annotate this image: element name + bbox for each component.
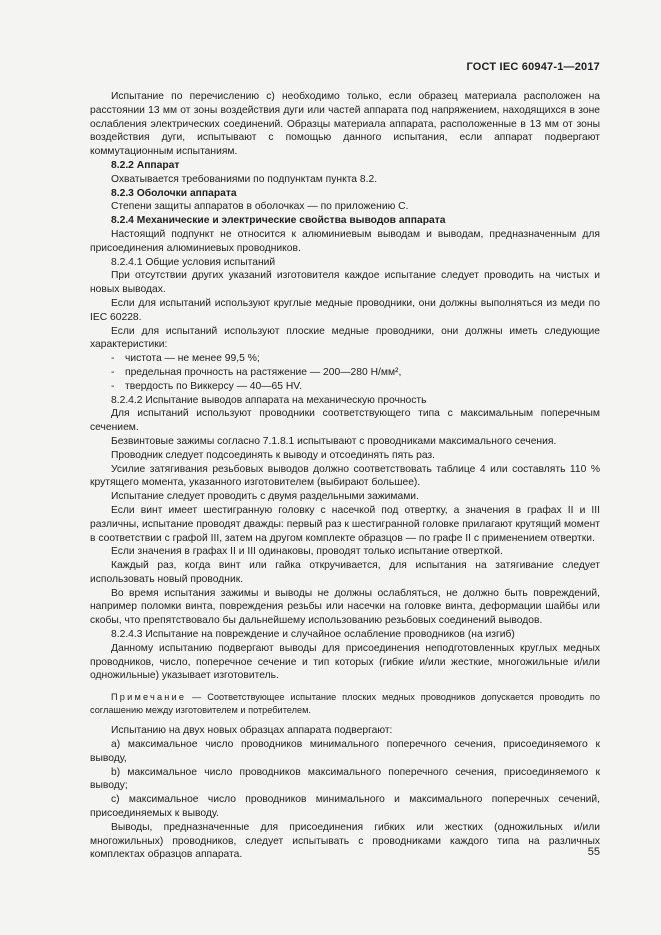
paragraph: Охватывается требованиями по подпунктам пункта 8.2.: [111, 173, 378, 185]
paragraph: Проводник следует подсоединять к выводу и отсоединять пять раз.: [111, 449, 436, 461]
paragraph: Если винт имеет шестигранную головку с насечкой под отвертку, а значения в графах II и III различны, испытание проводят дважды: первый раз к шестигранной головке прилагают крутящий момент в соответствии с графой III, затем на другом комплекте образцов — по графе II с применением отвертки.: [90, 504, 600, 544]
subsection-heading-8241: 8.2.4.1 Общие условия испытаний: [111, 256, 276, 268]
section-number: 8.2.2: [111, 159, 134, 171]
paragraph: Если для испытаний используют круглые медные проводники, они должны выполняться из меди по IEC 60228.: [90, 297, 600, 323]
paragraph: Испытание следует проводить с двумя раздельными зажимами.: [111, 491, 419, 503]
list-dash: -: [111, 380, 115, 392]
note-label: Примечание: [111, 692, 187, 703]
section-heading-822: [111, 159, 600, 173]
section-heading-823: [111, 187, 600, 201]
section-title: Оболочки аппарата: [136, 187, 237, 199]
paragraph: Каждый раз, когда винт или гайка откручивается, для испытания на затягивание следует использовать новый проводник.: [90, 560, 600, 585]
list-item: b) максимальное число проводников максимального поперечного сечения, присоединяемого к выводу;: [90, 766, 600, 792]
note: [90, 691, 600, 716]
list-text: предельная прочность на растяжение — 200—280 Н/мм²,: [125, 366, 402, 378]
paragraph: Безвинтовые зажимы согласно 7.1.8.1 испытывают с проводниками максимального сечения.: [111, 435, 557, 447]
paragraph: Для испытаний используют проводники соответствующего типа с максимальным поперечным сечением.: [90, 408, 600, 434]
list-item: [111, 352, 600, 366]
section-heading-824: [111, 214, 600, 228]
list-dash: -: [111, 353, 115, 365]
list-text: твердость по Виккерсу — 40—65 HV.: [125, 380, 303, 392]
list-item: a) максимальное число проводников минимального поперечного сечения, присоединяемого к выводу,: [90, 739, 600, 764]
paragraph: Испытанию на двух новых образцах аппарата подвергают:: [111, 725, 393, 737]
subsection-heading-8242: 8.2.4.2 Испытание выводов аппарата на механическую прочность: [111, 394, 427, 406]
list-dash: -: [111, 366, 115, 378]
list-item: [111, 366, 600, 380]
section-number: 8.2.3: [111, 187, 134, 199]
paragraph: При отсутствии других указаний изготовителя каждое испытание следует проводить на чистых и новых выводах.: [90, 270, 600, 296]
paragraph: Настоящий подпункт не относится к алюминиевым выводам и выводам, предназначенным для присоединения алюминиевых проводников.: [90, 228, 600, 254]
subsection-heading-8243: 8.2.4.3 Испытание на повреждение и случайное ослабление проводников (на изгиб): [111, 629, 515, 641]
list-text: чистота — не менее 99,5 %;: [125, 353, 260, 365]
paragraph: Выводы, предназначенные для присоединения гибких или жестких (одножильных и/или многожильных) проводников, следует испытывать с проводниками каждого типа на различных комплектах образцов аппарата.: [90, 821, 600, 861]
section-title: Механические и электрические свойства выводов аппарата: [136, 215, 446, 227]
paragraph: Степени защиты аппаратов в оболочках — по приложению C.: [111, 201, 409, 213]
standard-header: ГОСТ IEC 60947-1—2017: [466, 61, 600, 73]
note-text: — Соответствующее испытание плоских медных проводников допускается проводить по соглашению между изготовителем и потребителем.: [90, 692, 600, 715]
paragraph: Если для испытаний используют плоские медные проводники, они должны иметь следующие характеристики:: [90, 325, 600, 351]
document-body: [90, 62, 600, 862]
section-title: Аппарат: [136, 159, 180, 171]
list-item: [111, 380, 600, 394]
list-item: c) максимальное число проводников минимального и максимального поперечных сечений, присоединяемых к выводу.: [90, 794, 600, 820]
paragraph: Данному испытанию подвергают выводы для присоединения неподготовленных круглых медных проводников, число, поперечное сечение и тип которых (гибкие и/или жесткие, многожильные и/или одножильные) указывает изготовитель.: [90, 642, 600, 682]
paragraph: Испытание по перечислению c) необходимо только, если образец материала расположен на расстоянии 13 мм от зоны воздействия дуги или частей аппарата под напряжением, находящихся в зоне ослабления электрических соединений. Образцы материала аппарата, расположенные в 13 мм от зоны воздействия дуги, испытывают с помощью данного испытания, если аппарат подвергают коммутационным испытаниям.: [90, 91, 600, 158]
page-number: 55: [587, 846, 600, 858]
section-number: 8.2.4: [111, 215, 134, 227]
paragraph: Во время испытания зажимы и выводы не должны ослабляться, не должно быть повреждений, например поломки винта, повреждения резьбы или насечки на головке винта, деформации шайбы или скобы, что препятствовало бы дальнейшему использованию резьбовых соединений выводов.: [90, 587, 600, 627]
paragraph: Если значения в графах II и III одинаковы, проводят только испытание отверткой.: [111, 546, 503, 558]
paragraph: Усилие затягивания резьбовых выводов должно соответствовать таблице 4 или составлять 110 % крутящего момента, указанного изготовителем (выбирают большее).: [90, 463, 600, 489]
